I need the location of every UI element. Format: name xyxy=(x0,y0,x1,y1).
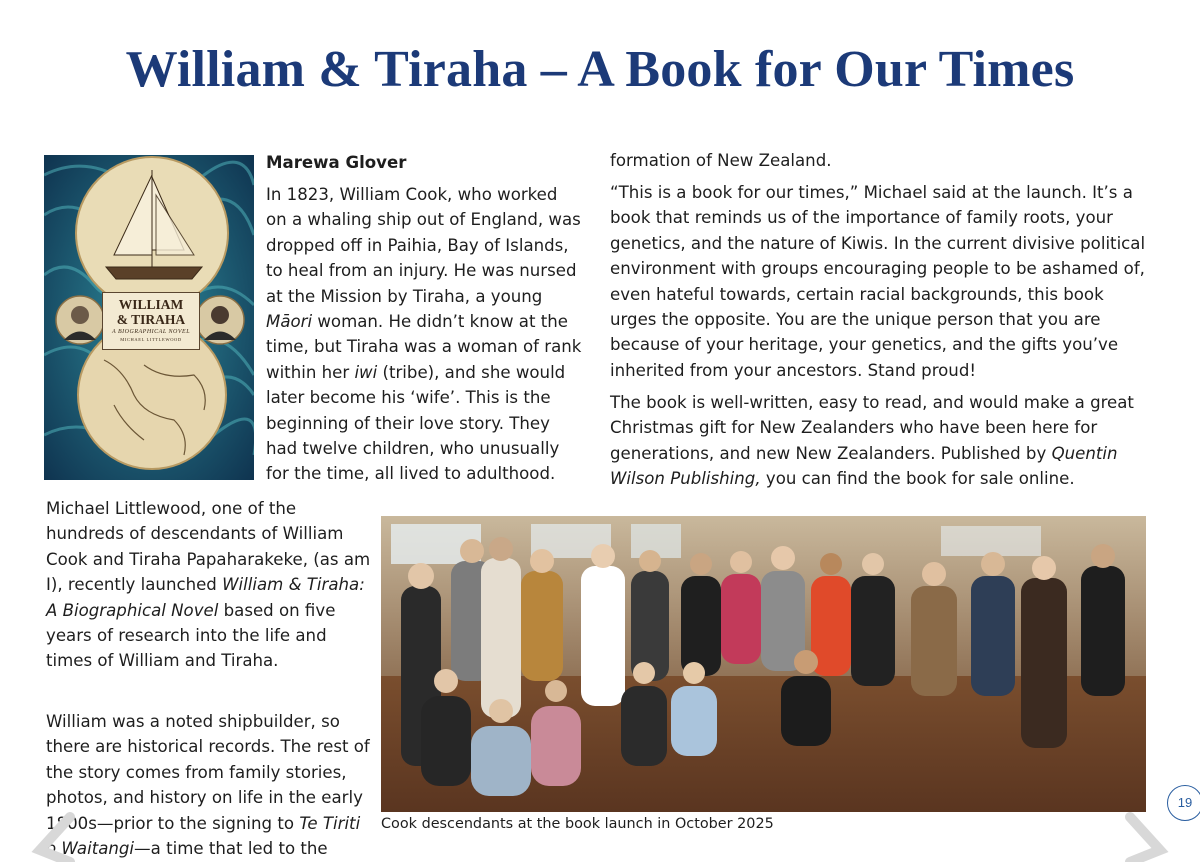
paragraph-intro-part-a: In 1823, William Cook, who worked on a whaling ship out of England, was dropped off in Paihia, Bay of Islands, to heal from an injury. He was nursed at the Mission by Tiraha, a young xyxy=(266,185,581,306)
paragraph-recommendation-publisher: Quentin Wilson Publishing, xyxy=(610,443,1118,489)
paragraph-intro xyxy=(266,182,582,487)
group-photo-art xyxy=(381,516,1146,812)
paragraph-recommendation-part-a: The book is well-written, easy to read, and would make a great Christmas gift for New Zealanders who have been here for generations, and new New Zealanders. Published by xyxy=(610,393,1134,463)
next-page-chevron-icon[interactable] xyxy=(1100,812,1180,862)
paragraph-recommendation-part-c: you can find the book for sale online. xyxy=(760,469,1075,489)
paragraph-formation: formation of New Zealand. xyxy=(610,151,832,170)
previous-page-chevron-icon[interactable] xyxy=(20,812,100,862)
book-cover-title-line2: & TIRAHA xyxy=(116,312,186,327)
paragraph-recommendation xyxy=(610,390,1150,492)
book-cover-title-line1: WILLIAM xyxy=(118,297,184,312)
paragraph-quote: “This is a book for our times,” Michael said at the launch. It’s a book that reminds us of the importance of family roots, your genetics, and the nature of Kiwis. In the current divisive political environment with groups encouraging people to be ashamed of, even hateful towards, certain racial backgrounds, this book urges the opposite. You are the unique person that you are because of your heritage, your genetics, and the gifts you’ve inherited from your ancestors. Stand proud! xyxy=(610,183,1146,380)
paragraph-intro-part-b: Māori xyxy=(266,312,313,332)
article-title: William & Tiraha – A Book for Our Times xyxy=(125,41,1075,98)
paragraph-shipbuilder-part-a: William was a noted shipbuilder, so there are historical records. The rest of the story comes from family stories, photos, and history on life in the early 1800s—prior to the signing to xyxy=(46,712,370,833)
book-cover-title-plate xyxy=(102,292,200,350)
group-photo xyxy=(381,516,1146,812)
paragraph-shipbuilder-treaty: Te Tiriti o Waitangi xyxy=(46,813,361,859)
book-cover-subtitle: A BIOGRAPHICAL NOVEL xyxy=(111,329,191,335)
paragraph-launch-part-a: Michael Littlewood, one of the hundreds of descendants of William Cook and Tiraha Papaharakeke, (as am I), recently launched xyxy=(46,499,371,595)
author-byline: Marewa Glover xyxy=(266,153,407,172)
paragraph-intro-part-e: (tribe), and she would later become his ‘wife’. This is the beginning of their love story. They had twelve children, who unusually for the time, all lived to adulthood. xyxy=(266,362,566,484)
paragraph-launch-book-title: William & Tiraha: A Biographical Novel xyxy=(46,575,365,620)
paragraph-intro-part-c: woman. He didn’t know at the time, but Tiraha was a woman of rank within her xyxy=(266,312,582,382)
book-cover-author: MICHAEL LITTLEWOOD xyxy=(120,337,182,342)
paragraph-launch-part-c: based on five years of research into the life and times of William and Tiraha. xyxy=(46,600,336,671)
book-cover-image xyxy=(44,155,254,480)
paragraph-launch xyxy=(46,496,372,674)
photo-caption: Cook descendants at the book launch in October 2025 xyxy=(381,816,774,832)
paragraph-intro-part-d: iwi xyxy=(354,362,378,382)
page-number-badge: 19 xyxy=(1167,785,1200,821)
paragraph-shipbuilder-part-c: —a time that led to the xyxy=(134,839,328,859)
